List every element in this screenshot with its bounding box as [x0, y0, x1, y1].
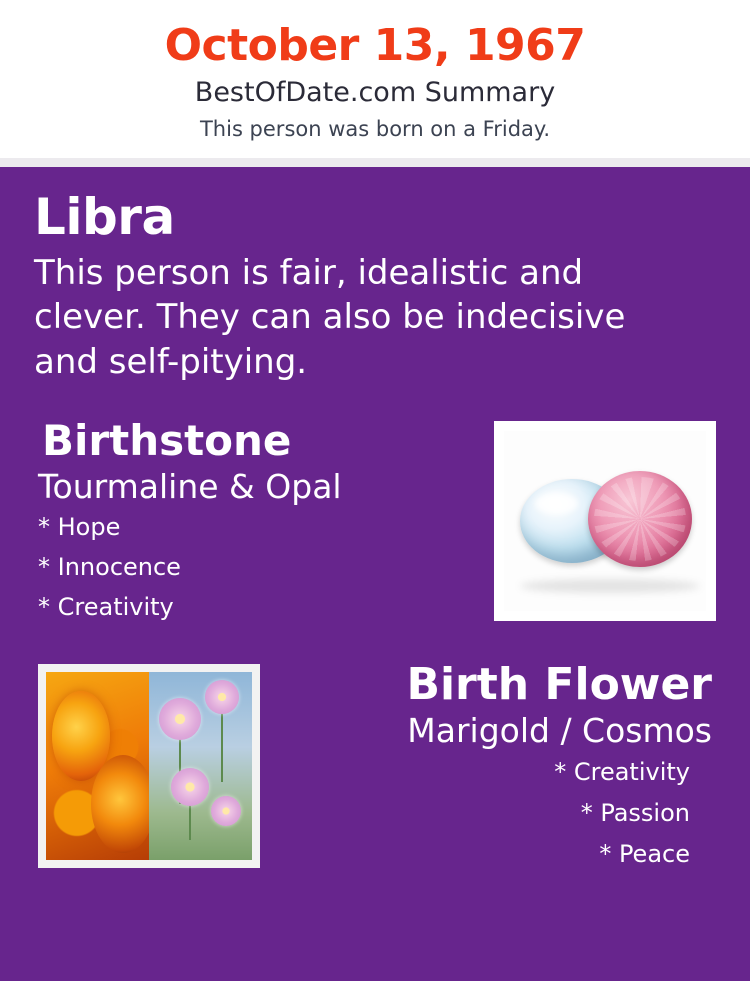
- birth-flower-trait: * Creativity: [554, 757, 690, 786]
- birth-flower-text: [284, 660, 716, 875]
- cosmos-stem: [189, 800, 191, 840]
- birth-flower-names: Marigold / Cosmos: [407, 711, 712, 751]
- cosmos-bloom: [171, 768, 209, 806]
- cosmos-bloom: [205, 680, 239, 714]
- site-subtitle: BestOfDate.com Summary: [194, 76, 556, 108]
- page-title: October 13, 1967: [164, 20, 586, 71]
- birthstone-trait: * Hope: [38, 512, 121, 541]
- birthstone-image: [494, 421, 716, 621]
- cosmos-photo: [149, 672, 252, 860]
- birthstone-trait: * Creativity: [38, 593, 174, 622]
- marigold-photo: [46, 672, 149, 860]
- gem-shadow: [520, 579, 700, 593]
- birth-day-note: This person was born on a Friday.: [199, 117, 551, 142]
- birth-flower-image-inner: [46, 672, 252, 860]
- birthstone-text: [34, 417, 474, 627]
- birthstone-trait: * Innocence: [38, 552, 181, 581]
- birth-flower-trait: * Peace: [599, 840, 690, 869]
- page-header: [0, 0, 750, 158]
- zodiac-description: This person is fair, idealistic and clever. They can also be indecisive and self-pitying.: [34, 252, 626, 383]
- details-panel: [0, 167, 750, 981]
- zodiac-sign-name: Libra: [34, 187, 175, 246]
- birthstone-section: [34, 417, 716, 642]
- tourmaline-gem-icon: [588, 471, 692, 567]
- header-divider: [0, 158, 750, 167]
- birthstone-names: Tourmaline & Opal: [38, 467, 342, 507]
- birth-flower-section: [34, 660, 716, 890]
- cosmos-bloom: [159, 698, 201, 740]
- birthstone-image-inner: [504, 431, 706, 611]
- birthstone-title: Birthstone: [42, 416, 292, 466]
- cosmos-stem: [221, 712, 223, 782]
- cosmos-bloom: [211, 796, 241, 826]
- birth-flower-title: Birth Flower: [406, 659, 712, 711]
- birth-flower-image: [38, 664, 260, 868]
- birth-flower-trait: * Passion: [580, 798, 690, 827]
